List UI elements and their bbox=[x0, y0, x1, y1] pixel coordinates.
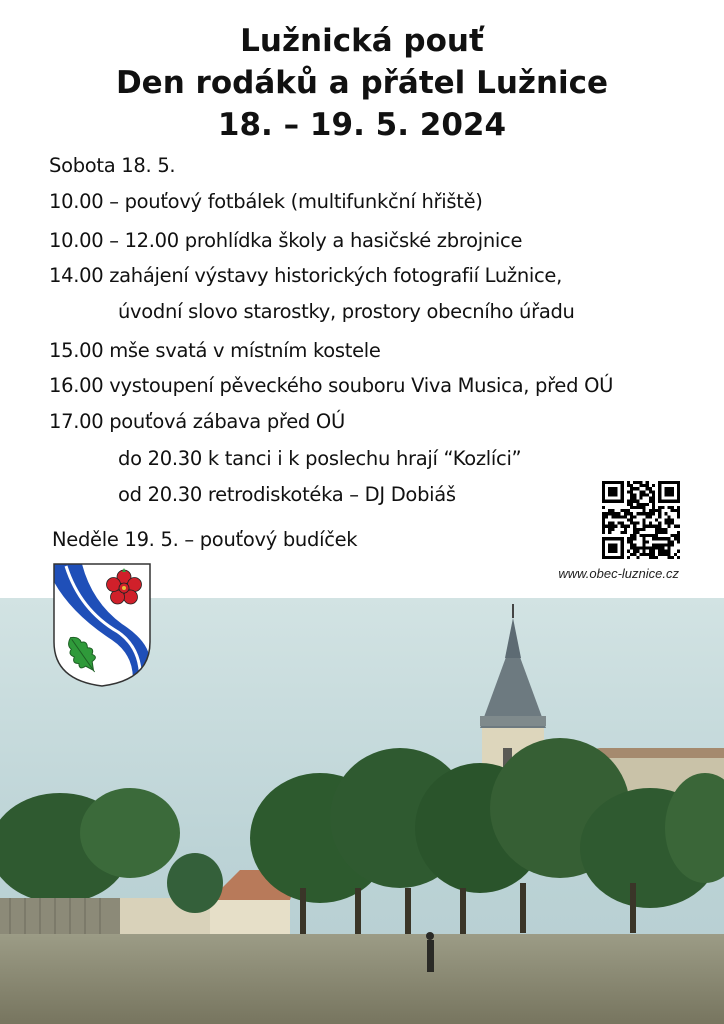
website-link[interactable]: www.obec-luznice.cz bbox=[558, 566, 679, 581]
poster-title bbox=[0, 20, 724, 146]
program-item: 15.00 mše svatá v místním kostele bbox=[49, 339, 381, 362]
program-item: 16.00 vystoupení pěveckého souboru Viva Musica, před OÚ bbox=[49, 374, 614, 397]
title-line-2: Den rodáků a přátel Lužnice bbox=[115, 65, 609, 101]
program-item: 10.00 – pouťový fotbálek (multifunkční hřiště) bbox=[49, 190, 483, 213]
coat-of-arms-icon bbox=[52, 562, 152, 688]
program-item: 10.00 – 12.00 prohlídka školy a hasičské zbrojnice bbox=[49, 229, 523, 252]
program-subitem: od 20.30 retrodiskotéka – DJ Dobiáš bbox=[118, 483, 456, 506]
title-line-3: 18. – 19. 5. 2024 bbox=[217, 107, 507, 143]
title-line-1: Lužnická pouť bbox=[240, 23, 484, 59]
qr-code-icon[interactable] bbox=[602, 481, 680, 559]
sunday-line: Neděle 19. 5. – pouťový budíček bbox=[52, 528, 358, 551]
program-item: 17.00 pouťová zábava před OÚ bbox=[49, 410, 345, 433]
program-item: 14.00 zahájení výstavy historických fotografií Lužnice, bbox=[49, 264, 563, 287]
program-item-continuation: úvodní slovo starostky, prostory obecního úřadu bbox=[118, 300, 575, 323]
program-subitem: do 20.30 k tanci i k poslechu hrají “Kozlíci” bbox=[118, 447, 522, 470]
saturday-heading: Sobota 18. 5. bbox=[49, 154, 176, 177]
